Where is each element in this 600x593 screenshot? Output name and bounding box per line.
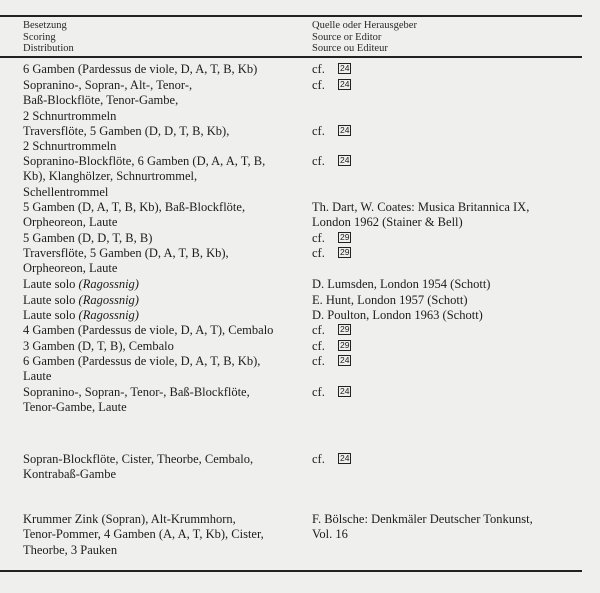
scoring-line: 2 Schnurtrommeln bbox=[23, 139, 117, 154]
source-cell bbox=[312, 452, 592, 467]
reference-box-icon: 24 bbox=[340, 63, 350, 73]
scoring-cell bbox=[23, 78, 308, 124]
scoring-line: 5 Gamben (D, D, T, B, B) bbox=[23, 231, 153, 245]
source-line: D. Poulton, London 1963 (Schott) bbox=[312, 308, 483, 322]
scoring-line: Traversflöte, 5 Gamben (D, A, T, B, Kb), bbox=[23, 246, 229, 260]
source-line: Vol. 16 bbox=[312, 527, 348, 542]
source-cell bbox=[312, 246, 592, 261]
source-cell bbox=[312, 293, 592, 308]
reference-box-icon: 24 bbox=[340, 453, 350, 463]
scoring-line: Orpheoreon, Laute bbox=[23, 215, 118, 230]
scoring-line: 6 Gamben (Pardessus de viole, D, A, T, B, Kb) bbox=[23, 62, 258, 76]
header-source-en: Source or Editor bbox=[312, 31, 382, 43]
performer-name: (Ragossnig) bbox=[78, 308, 139, 322]
header-scoring bbox=[23, 20, 74, 55]
scoring-line: Sopranino-, Sopran-, Tenor-, Baß-Blockflöte, bbox=[23, 385, 250, 399]
source-cell bbox=[312, 308, 592, 323]
scoring-line: Theorbe, 3 Pauken bbox=[23, 542, 118, 557]
scoring-line: Sopranino-, Sopran-, Alt-, Tenor-, bbox=[23, 78, 193, 92]
reference-box-icon: 29 bbox=[340, 324, 350, 334]
scoring-text: Laute solo bbox=[23, 308, 76, 322]
cf-label: cf. bbox=[312, 323, 325, 337]
scoring-cell bbox=[23, 200, 308, 231]
source-cell bbox=[312, 385, 592, 400]
cf-label: cf. bbox=[312, 385, 325, 399]
cf-label: cf. bbox=[312, 452, 325, 466]
scoring-cell bbox=[23, 231, 308, 246]
source-line: Th. Dart, W. Coates: Musica Britannica IX, bbox=[312, 200, 530, 214]
reference-box-icon: 29 bbox=[340, 340, 350, 350]
header-rule bbox=[0, 56, 582, 58]
header-source bbox=[312, 20, 417, 55]
source-cell bbox=[312, 62, 592, 77]
scoring-line: Kontrabaß-Gambe bbox=[23, 467, 117, 482]
cf-label: cf. bbox=[312, 154, 325, 168]
reference-box-icon: 29 bbox=[340, 232, 350, 242]
source-cell bbox=[312, 277, 592, 292]
scoring-line: Orpheoreon, Laute bbox=[23, 261, 118, 276]
cf-label: cf. bbox=[312, 339, 325, 353]
scoring-line: 6 Gamben (Pardessus de viole, D, A, T, B, Kb), bbox=[23, 354, 261, 368]
source-line: E. Hunt, London 1957 (Schott) bbox=[312, 293, 468, 307]
scoring-cell bbox=[23, 308, 308, 323]
scoring-line: 4 Gamben (Pardessus de viole, D, A, T), Cembalo bbox=[23, 323, 274, 337]
reference-box-icon: 29 bbox=[340, 247, 350, 257]
performer-name: (Ragossnig) bbox=[78, 277, 139, 291]
scoring-line: Kb), Klanghölzer, Schnurtrommel, bbox=[23, 169, 198, 184]
scoring-line: Laute bbox=[23, 369, 52, 384]
source-cell bbox=[312, 323, 592, 338]
reference-box-icon: 24 bbox=[340, 155, 350, 165]
scoring-cell bbox=[23, 354, 308, 385]
source-cell bbox=[312, 339, 592, 354]
reference-box-icon: 24 bbox=[340, 355, 350, 365]
reference-box-icon: 24 bbox=[340, 386, 350, 396]
source-line: London 1962 (Stainer & Bell) bbox=[312, 215, 463, 230]
scoring-line: Baß-Blockflöte, Tenor-Gambe, bbox=[23, 93, 179, 108]
scoring-line: 5 Gamben (D, A, T, B, Kb), Baß-Blockflöte, bbox=[23, 200, 246, 214]
reference-box-icon: 24 bbox=[340, 125, 350, 135]
scoring-line bbox=[23, 293, 308, 308]
top-rule bbox=[0, 15, 582, 17]
scoring-line bbox=[23, 308, 308, 323]
cf-label: cf. bbox=[312, 354, 325, 368]
source-cell bbox=[312, 354, 592, 369]
scoring-cell bbox=[23, 246, 308, 277]
performer-name: (Ragossnig) bbox=[78, 293, 139, 307]
scoring-line: Sopran-Blockflöte, Cister, Theorbe, Cembalo, bbox=[23, 452, 254, 466]
scoring-cell bbox=[23, 385, 308, 416]
source-cell bbox=[312, 231, 592, 246]
scoring-cell bbox=[23, 154, 308, 200]
source-line: F. Bölsche: Denkmäler Deutscher Tonkunst, bbox=[312, 512, 533, 526]
scoring-cell bbox=[23, 62, 308, 77]
header-source-de: Quelle oder Herausgeber bbox=[312, 20, 417, 31]
scoring-line: Schellentrommel bbox=[23, 184, 109, 199]
scoring-cell bbox=[23, 339, 308, 354]
header-scoring-en: Scoring bbox=[23, 31, 56, 43]
scoring-cell bbox=[23, 452, 308, 483]
scoring-line bbox=[23, 277, 308, 292]
source-line: D. Lumsden, London 1954 (Schott) bbox=[312, 277, 491, 291]
scoring-cell bbox=[23, 277, 308, 292]
cf-label: cf. bbox=[312, 124, 325, 138]
scoring-cell bbox=[23, 323, 308, 338]
scoring-line: 3 Gamben (D, T, B), Cembalo bbox=[23, 339, 174, 353]
source-cell bbox=[312, 154, 592, 169]
scoring-text: Laute solo bbox=[23, 277, 76, 291]
source-cell bbox=[312, 78, 592, 93]
cf-label: cf. bbox=[312, 246, 325, 260]
source-cell bbox=[312, 512, 592, 543]
bottom-rule bbox=[0, 570, 582, 572]
reference-box-icon: 24 bbox=[340, 79, 350, 89]
source-cell bbox=[312, 200, 592, 231]
scoring-line: 2 Schnurtrommeln bbox=[23, 108, 117, 123]
scoring-line: Sopranino-Blockflöte, 6 Gamben (D, A, A, T, B, bbox=[23, 154, 266, 168]
scoring-line: Tenor-Gambe, Laute bbox=[23, 400, 127, 415]
scoring-cell bbox=[23, 512, 308, 558]
cf-label: cf. bbox=[312, 231, 325, 245]
scoring-line: Tenor-Pommer, 4 Gamben (A, A, T, Kb), Cister, bbox=[23, 527, 264, 542]
scoring-line: Traversflöte, 5 Gamben (D, D, T, B, Kb), bbox=[23, 124, 230, 138]
scoring-cell bbox=[23, 293, 308, 308]
cf-label: cf. bbox=[312, 62, 325, 76]
source-cell bbox=[312, 124, 592, 139]
cf-label: cf. bbox=[312, 78, 325, 92]
scoring-line: Krummer Zink (Sopran), Alt-Krummhorn, bbox=[23, 512, 236, 526]
header-scoring-de: Besetzung bbox=[23, 20, 67, 31]
header-scoring-fr: Distribution bbox=[23, 43, 74, 54]
header-source-fr: Source ou Editeur bbox=[312, 43, 388, 54]
scoring-text: Laute solo bbox=[23, 293, 76, 307]
scoring-cell bbox=[23, 124, 308, 155]
